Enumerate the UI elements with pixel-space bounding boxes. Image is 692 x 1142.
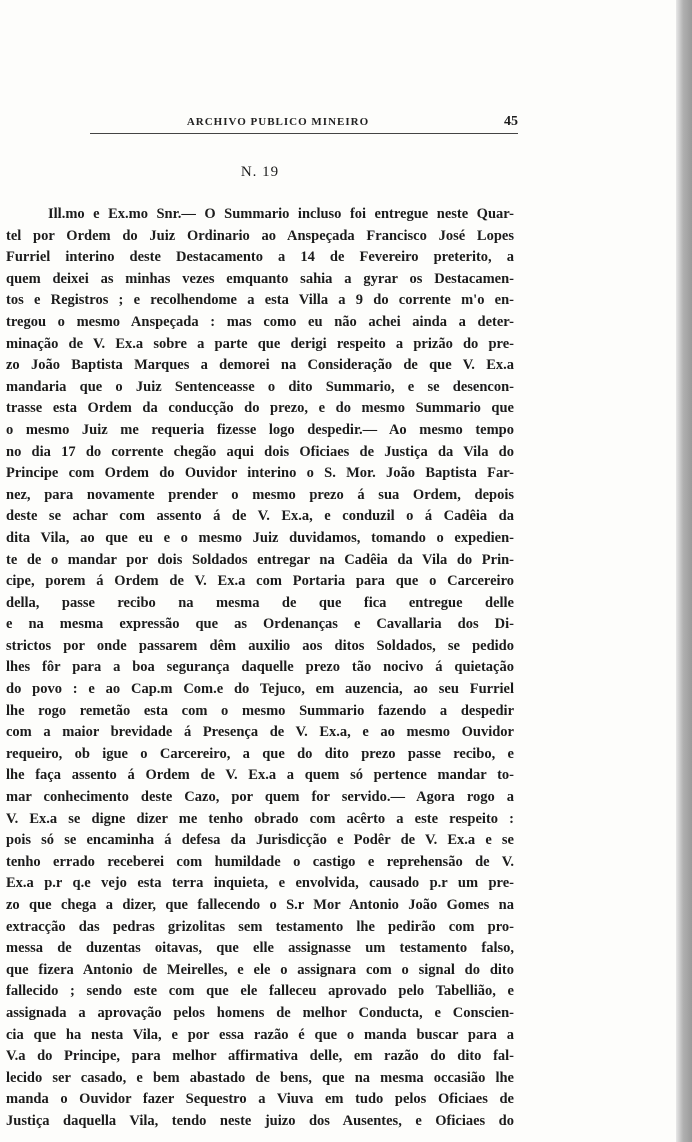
text-line: zo que chega a dizer, que fallecendo o S.r Mor Antonio João Gomes na	[6, 897, 514, 913]
text-line: Furriel interino deste Destacamento a 14 de Fevereiro preterito, a	[6, 249, 514, 266]
text-line: te de o mandar por dois Soldados entregar na Cadêia da Vila do Prin-	[6, 551, 514, 568]
text-line: tel por Ordem do Juiz Ordinario ao Anspeçada Francisco José Lopes	[6, 227, 514, 244]
text-line: cipe, porem á Ordem de V. Ex.a com Portaria para que o Carcereiro	[6, 573, 514, 590]
text-line: zo João Baptista Marques a demorei na Consideração de que V. Ex.a	[6, 357, 514, 374]
text-line: do povo : e ao Cap.m Com.e do Tejuco, em auzencia, ao seu Furriel	[6, 681, 514, 698]
text-line: Principe com Ordem do Ouvidor interino o S. Mor. João Baptista Far-	[6, 465, 514, 482]
text-line: V. Ex.a se digne dizer me tenho obrado com acêrto a este respeito :	[6, 810, 514, 827]
text-line: mandaria que o Juiz Sentenceasse o dito Summario, e se desencon-	[6, 378, 514, 395]
text-line: quem deixei as minhas vezes emquanto sahia a gyrar os Destacamen-	[6, 270, 514, 287]
text-line: no dia 17 do corrente chegão aqui dois Oficiaes de Justiça da Vila do	[6, 443, 514, 460]
text-line: tenho errado receberei com humildade o castigo e reprehensão de V.	[6, 853, 514, 870]
text-line: requeiro, ob igue o Carcereiro, a que do dito prezo passe recibo, e	[6, 745, 514, 762]
text-line: V.a do Principe, para melhor affirmativa delle, em razão do dito fal-	[6, 1048, 514, 1065]
text-line: lhes fôr para a boa segurança daquelle prezo tão nocivo á quietação	[6, 659, 514, 676]
text-line: pois só se encaminha á defesa da Jurisdicção e Podêr de V. Ex.a e se	[6, 832, 514, 849]
text-line: dita Vila, ao que eu e o mesmo Juiz duvidamos, tomando o expedien-	[6, 529, 514, 546]
text-line: lecido ser casado, e bem abastado de bens, que na mesma occasião lhe	[6, 1069, 514, 1086]
running-head	[90, 110, 518, 134]
text-line: que fizera Antonio de Meirelles, e ele o assignara com o signal do dito	[6, 961, 514, 978]
header-rule	[90, 133, 518, 134]
text-line: della, passe recibo na mesma de que fica entregue delle	[6, 594, 514, 611]
text-line: Ill.mo e Ex.mo Snr.— O Summario incluso foi entregue neste Quar-	[48, 206, 514, 222]
text-line: deste se achar com assento á de V. Ex.a, e conduzil o á Cadêia da	[6, 508, 514, 525]
text-line: tregou o mesmo Anspeçada : mas como eu não achei ainda a deter-	[6, 313, 514, 330]
page-number: 45	[504, 114, 518, 129]
text-line: fallecido ; sendo este com que ele falleceu aprovado pelo Tabellião, e	[6, 983, 514, 1000]
text-line: messa de duzentas oitavas, que elle assignasse um testamento falso,	[6, 940, 514, 957]
text-line: minação de V. Ex.a sobre a parte que derigi respeito a prizão do pre-	[6, 335, 514, 352]
scan-page-edge	[676, 0, 692, 1142]
text-line: o mesmo Juiz me requeria fizesse logo despedir.— Ao mesmo tempo	[6, 421, 514, 438]
document-number: N. 19	[240, 164, 280, 180]
running-title: ARCHIVO PUBLICO MINEIRO	[186, 116, 370, 128]
text-line: Ex.a p.r q.e vejo esta terra inquieta, e envolvida, causado p.r um pre-	[6, 875, 514, 892]
letter-body	[6, 204, 514, 1133]
text-line: mar conhecimento deste Cazo, por quem for servido.— Agora rogo a	[6, 789, 514, 806]
text-line: lhe rogo remetão esta com o mesmo Summario fazendo a despedir	[6, 702, 514, 719]
text-line: nez, para novamente prender o mesmo prezo á sua Ordem, depois	[6, 486, 514, 503]
text-line: trasse esta Ordem da conducção do prezo, e do mesmo Summario que	[6, 400, 514, 417]
text-line: e na mesma expressão que as Ordenanças e Cavallaria dos Di-	[6, 616, 514, 633]
text-line: manda o Ouvidor fazer Sequestro a Viuva em tudo pelos Oficiaes de	[6, 1091, 514, 1108]
text-line: assignada a aprovação pelos homens de melhor Conducta, e Conscien-	[6, 1004, 514, 1021]
text-line: lhe faça assento á Ordem de V. Ex.a a quem só pertence mandar to-	[6, 767, 514, 784]
text-line: strictos por onde passarem dêm auxilio aos ditos Soldados, se pedido	[6, 637, 514, 654]
text-line: Justiça daquella Vila, tendo neste juizo dos Ausentes, e Oficiaes do	[6, 1112, 514, 1129]
text-line: cia que ha nesta Vila, e por essa razão é que o manda buscar para a	[6, 1026, 514, 1043]
text-line: extracção das pedras grizolitas sem testamento lhe pedirão com pro-	[6, 918, 514, 935]
text-line: tos e Registros ; e recolhendome a esta Villa a 9 do corrente m'o en-	[6, 292, 514, 309]
text-line: com a maior brevidade á Presença de V. Ex.a, e ao mesmo Ouvidor	[6, 724, 514, 741]
